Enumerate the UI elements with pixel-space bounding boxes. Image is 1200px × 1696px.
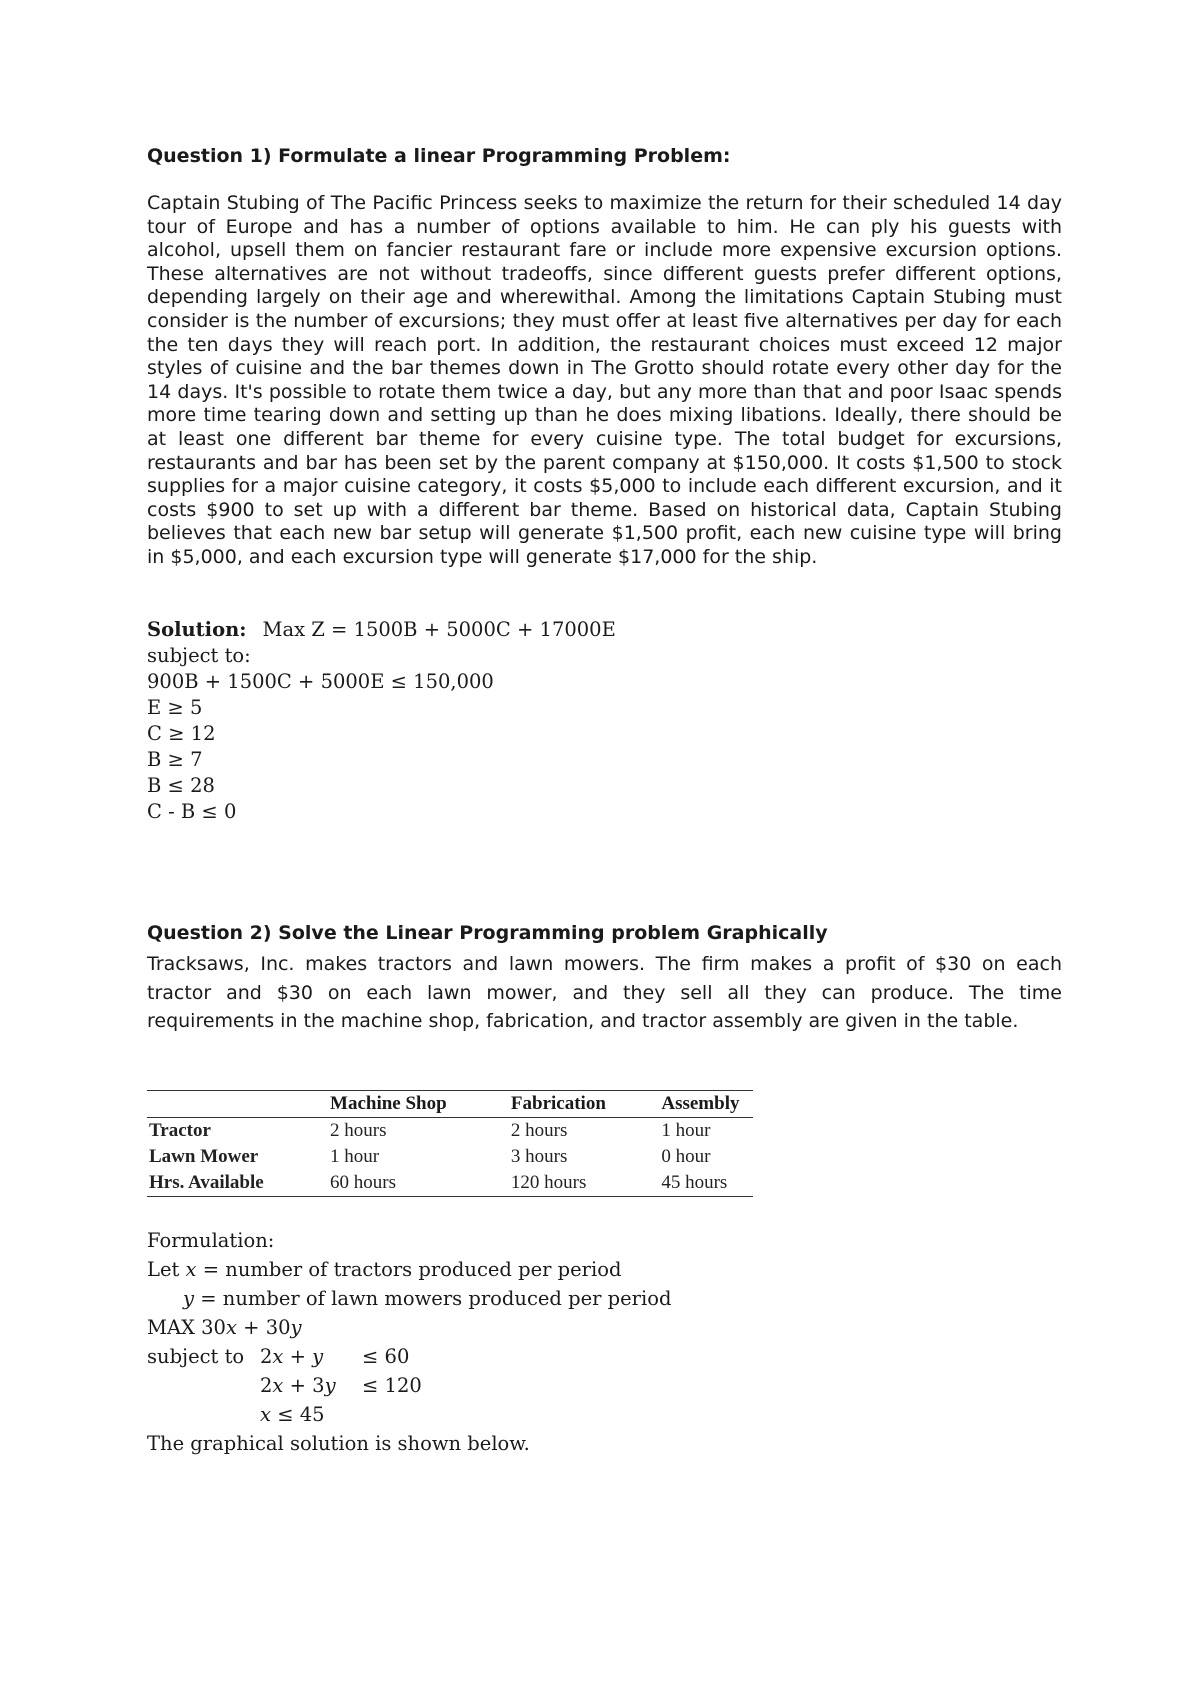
definition-y (147, 1284, 671, 1313)
constraint-line: C - B ≤ 0 (147, 800, 237, 823)
constraint-1-lhs (260, 1342, 323, 1371)
table-cell: 120 hours (509, 1170, 659, 1197)
question-2-body: Tracksaws, Inc. makes tractors and lawn mowers. The firm makes a profit of $30 on each tractor and $30 on each lawn mower, and they sell all they can produce. The time requirements in the machine shop, fabrication, and tractor assembly are given in the table. (147, 953, 1062, 1032)
constraint-3-lhs (260, 1400, 325, 1429)
table-header-cell: Fabrication (509, 1091, 659, 1118)
solution-label: Solution: (147, 618, 247, 641)
constraint-3 (147, 1400, 671, 1429)
variable-x: x (260, 1403, 271, 1426)
table-cell: 45 hours (659, 1170, 753, 1197)
variable-y: y (324, 1374, 336, 1397)
let-word: Let (147, 1258, 180, 1281)
coefficient: 2 (260, 1345, 273, 1368)
objective-function (147, 1313, 671, 1342)
constraint-2-rhs: ≤ 120 (362, 1374, 422, 1397)
table-cell: 2 hours (510, 1120, 568, 1141)
table-row (147, 1170, 753, 1197)
table-row (147, 1118, 753, 1145)
variable-y: y (183, 1287, 195, 1310)
table-header-row (147, 1091, 753, 1118)
table-row (147, 1144, 753, 1170)
variable-y: y (290, 1316, 302, 1339)
objective-prefix: MAX 30 (147, 1316, 226, 1339)
constraint-2-lhs (260, 1371, 336, 1400)
solution-subject-to: subject to: (147, 644, 251, 667)
constraint-line: 900B + 1500C + 5000E ≤ 150,000 (147, 670, 494, 693)
table-cell: 3 hours (510, 1146, 568, 1167)
definition-y-text: = number of lawn mowers produced per period (200, 1287, 672, 1310)
coefficient: 2 (260, 1374, 273, 1397)
table-header-cell (147, 1091, 328, 1118)
variable-x: x (225, 1316, 237, 1339)
table-header-cell: Machine Shop (328, 1091, 509, 1118)
solution-objective: Max Z = 1500B + 5000C + 17000E (262, 618, 616, 641)
variable-y: y (312, 1345, 324, 1368)
definition-x (147, 1255, 671, 1284)
constraint-line: B ≥ 7 (147, 748, 203, 771)
table-cell: 1 hour (661, 1120, 711, 1141)
constraint-1-rhs: ≤ 60 (362, 1345, 410, 1368)
closing-sentence: The graphical solution is shown below. (147, 1432, 530, 1455)
table-cell: 2 hours (330, 1120, 387, 1141)
constraint-line: C ≥ 12 (147, 722, 216, 745)
question-1-body: Captain Stubing of The Pacific Princess seeks to maximize the return for their scheduled 14 day tour of Europe and has a number of options available to him. He can ply his guests with alcohol, upsell them on fancier restaurant fare or include more expensive excursion options. These alternatives are not without tradeoffs, since different guests prefer different options, depending largely on their age and wherewithal. Among the limitations Captain Stubing must consider is the number of excursions; they must offer at least five alternatives per day for each the ten days they will reach port. In addition, the restaurant choices must exceed 12 major styles of cuisine and the bar themes down in The Grotto should rotate every other day for the 14 days. It's possible to rotate them twice a day, but any more than that and poor Isaac spends more time tearing down and setting up than he does mixing libations. Ideally, there should be at least one different bar theme for every cuisine type. The total budget for excursions, restaurants and bar has been set by the parent company at $150,000. It costs $1,500 to stock supplies for a major cuisine category, it costs $5,000 to include each different excursion, and it costs $900 to set up with a different bar theme. Based on historical data, Captain Stubing believes that each new bar setup will generate $1,500 profit, each new cuisine type will bring in $5,000, and each excursion type will generate $17,000 for the ship. (147, 192, 1062, 568)
question-2-heading: Question 2) Solve the Linear Programming problem Graphically (147, 922, 828, 944)
operator: + (283, 1345, 313, 1368)
table-cell: 60 hours (328, 1170, 509, 1197)
question-1-heading: Question 1) Formulate a linear Programming Problem: (147, 145, 731, 167)
definition-x-text: = number of tractors produced per period (202, 1258, 622, 1281)
table-row-label: Lawn Mower (149, 1146, 259, 1167)
table-row-label: Tractor (149, 1120, 211, 1141)
variable-x: x (272, 1345, 284, 1368)
constraint-1 (147, 1342, 671, 1371)
constraint-2 (147, 1371, 671, 1400)
constraint-line: E ≥ 5 (147, 696, 203, 719)
formulation-title: Formulation: (147, 1229, 275, 1252)
objective-mid: + 30 (236, 1316, 291, 1339)
table-cell: 0 hour (661, 1146, 711, 1167)
table-cell: 1 hour (330, 1146, 380, 1167)
table-row-label: Hrs. Available (147, 1170, 328, 1197)
variable-x: x (272, 1374, 284, 1397)
variable-x: x (185, 1258, 197, 1281)
formulation-block (147, 1226, 671, 1458)
table-header-cell: Assembly (659, 1091, 753, 1118)
subject-to-label: subject to (147, 1345, 245, 1368)
operator: + 3 (283, 1374, 325, 1397)
solution-block (147, 617, 616, 825)
time-requirements-table (147, 1090, 753, 1197)
constraint-3-rhs: ≤ 45 (277, 1403, 325, 1426)
constraint-line: B ≤ 28 (147, 774, 215, 797)
